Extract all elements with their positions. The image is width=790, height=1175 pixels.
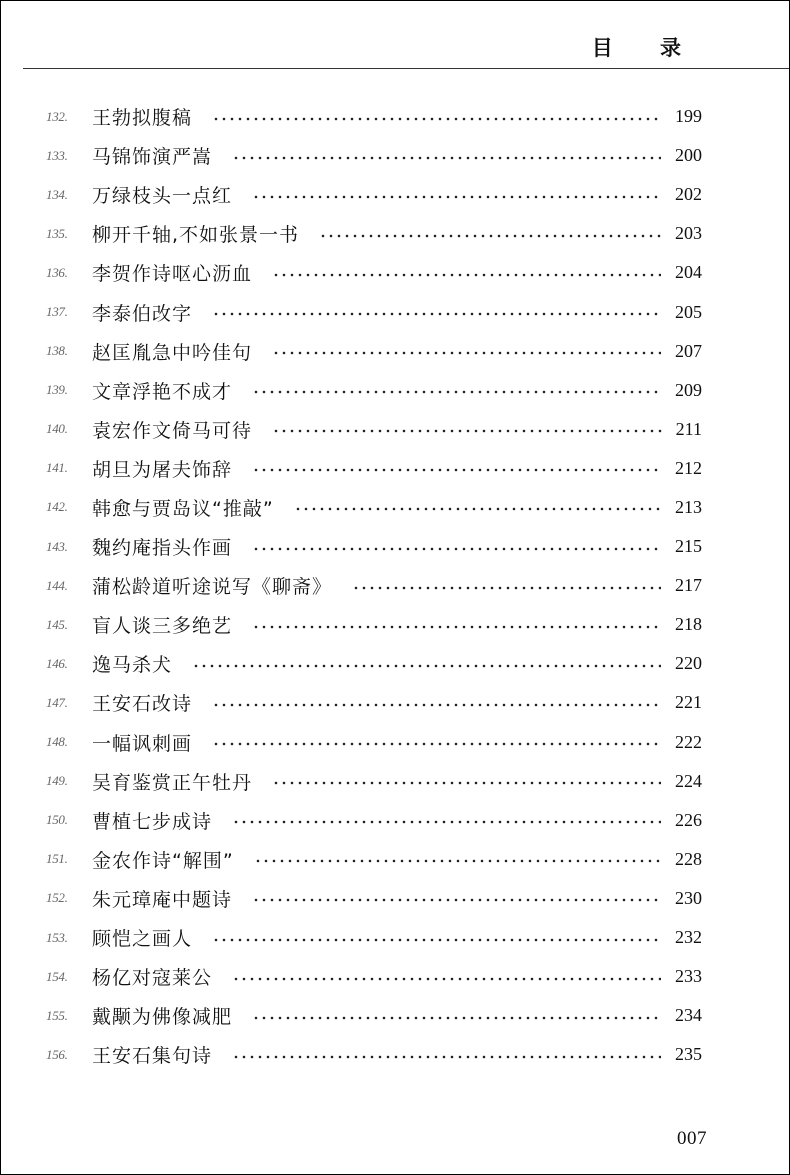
entry-title: 王安石集句诗: [92, 1045, 213, 1068]
dot-leader: [232, 156, 661, 160]
dot-leader: [272, 273, 661, 277]
entry-number: 148.: [46, 734, 68, 750]
entry-title: 马锦饰演严嵩: [92, 146, 213, 169]
entry-page-number: 233: [675, 966, 702, 987]
toc-entry[interactable]: [46, 136, 702, 175]
entry-title: 王安石改诗: [92, 693, 193, 716]
entry-number: 137.: [46, 304, 68, 320]
entry-number: 143.: [46, 538, 68, 554]
entry-number: 142.: [46, 499, 68, 515]
dot-leader: [212, 312, 661, 316]
dot-leader: [294, 507, 661, 511]
toc-entry[interactable]: [46, 801, 702, 840]
entry-title: 金农作诗“解围”: [92, 849, 234, 872]
entry-title: 魏约庵指头作画: [92, 537, 233, 560]
entry-number: 152.: [46, 890, 68, 906]
entry-number: 135.: [46, 225, 68, 241]
toc-entry[interactable]: [46, 175, 702, 214]
toc-entry[interactable]: [46, 605, 702, 644]
entry-title: 盲人谈三多绝艺: [92, 615, 233, 638]
toc-entry[interactable]: [46, 253, 702, 292]
entry-page-number: 220: [675, 653, 702, 674]
entry-title: 朱元璋庵中题诗: [92, 888, 233, 911]
entry-title: 曹植七步成诗: [92, 810, 213, 833]
table-of-contents: [46, 97, 702, 1074]
entry-number: 136.: [46, 264, 68, 280]
entry-title: 戴颙为佛像减肥: [92, 1006, 233, 1029]
dot-leader: [352, 586, 661, 590]
toc-entry[interactable]: [46, 1035, 702, 1074]
dot-leader: [212, 117, 661, 121]
entry-title: 柳开千轴,不如张景一书: [92, 224, 300, 247]
entry-number: 147.: [46, 694, 68, 710]
entry-number: 150.: [46, 812, 68, 828]
toc-entry[interactable]: [46, 410, 702, 449]
entry-title: 蒲松龄道听途说写《聊斋》: [92, 576, 333, 599]
entry-page-number: 232: [675, 927, 702, 948]
entry-page-number: 211: [675, 418, 702, 439]
entry-title: 逸马杀犬: [92, 654, 173, 677]
entry-number: 146.: [46, 655, 68, 671]
entry-title: 李贺作诗呕心沥血: [92, 263, 253, 286]
dot-leader: [272, 429, 662, 433]
toc-entry[interactable]: [46, 762, 702, 801]
entry-number: 140.: [46, 421, 68, 437]
toc-entry[interactable]: [46, 566, 702, 605]
toc-entry[interactable]: [46, 879, 702, 918]
header-rule: [23, 68, 789, 69]
entry-page-number: 221: [675, 692, 702, 713]
toc-entry[interactable]: [46, 644, 702, 683]
dot-leader: [319, 234, 661, 238]
toc-entry[interactable]: [46, 683, 702, 722]
entry-title: 赵匡胤急中吟佳句: [92, 341, 253, 364]
entry-page-number: 230: [675, 887, 702, 908]
toc-entry[interactable]: [46, 332, 702, 371]
entry-page-number: 204: [675, 262, 702, 283]
entry-number: 141.: [46, 460, 68, 476]
entry-page-number: 205: [675, 301, 702, 322]
page-number: 007: [677, 1128, 707, 1149]
entry-page-number: 218: [675, 614, 702, 635]
entry-page-number: 200: [675, 145, 702, 166]
entry-title: 韩愈与贾岛议“推敲”: [92, 497, 274, 520]
toc-entry[interactable]: [46, 723, 702, 762]
entry-title: 杨亿对寇莱公: [92, 967, 213, 990]
entry-title: 一幅讽刺画: [92, 732, 193, 755]
entry-number: 144.: [46, 577, 68, 593]
dot-leader: [252, 468, 661, 472]
entry-title: 顾恺之画人: [92, 928, 193, 951]
entry-page-number: 222: [675, 731, 702, 752]
entry-page-number: 224: [675, 770, 702, 791]
toc-entry[interactable]: [46, 97, 702, 136]
entry-number: 139.: [46, 382, 68, 398]
toc-entry[interactable]: [46, 214, 702, 253]
dot-leader: [212, 938, 661, 942]
toc-entry[interactable]: [46, 996, 702, 1035]
dot-leader: [252, 547, 661, 551]
entry-number: 151.: [46, 851, 68, 867]
entry-number: 132.: [46, 108, 68, 124]
toc-entry[interactable]: [46, 292, 702, 331]
dot-leader: [252, 195, 661, 199]
entry-title: 吴育鉴赏正午牡丹: [92, 771, 253, 794]
entry-page-number: 217: [675, 575, 702, 596]
entry-number: 154.: [46, 968, 68, 984]
dot-leader: [272, 781, 661, 785]
entry-number: 133.: [46, 147, 68, 163]
entry-number: 156.: [46, 1046, 68, 1062]
dot-leader: [252, 898, 661, 902]
page-title: 目 录: [591, 36, 701, 60]
entry-number: 155.: [46, 1007, 68, 1023]
entry-number: 134.: [46, 186, 68, 202]
entry-page-number: 207: [675, 340, 702, 361]
entry-page-number: 215: [675, 536, 702, 557]
entry-number: 153.: [46, 929, 68, 945]
toc-entry[interactable]: [46, 527, 702, 566]
entry-title: 文章浮艳不成才: [92, 380, 233, 403]
entry-page-number: 234: [675, 1005, 702, 1026]
toc-entry[interactable]: [46, 957, 702, 996]
toc-entry[interactable]: [46, 488, 702, 527]
dot-leader: [212, 703, 661, 707]
toc-entry[interactable]: [46, 371, 702, 410]
entry-page-number: 202: [675, 184, 702, 205]
toc-entry[interactable]: [46, 840, 702, 879]
dot-leader: [252, 390, 661, 394]
entry-title: 王勃拟腹稿: [92, 107, 193, 130]
toc-entry[interactable]: [46, 449, 702, 488]
entry-page-number: 226: [675, 809, 702, 830]
dot-leader: [232, 820, 661, 824]
dot-leader: [252, 1016, 661, 1020]
dot-leader: [232, 977, 661, 981]
toc-entry[interactable]: [46, 918, 702, 957]
entry-page-number: 228: [675, 848, 702, 869]
entry-title: 胡旦为屠夫饰辞: [92, 458, 233, 481]
entry-title: 李泰伯改字: [92, 302, 193, 325]
dot-leader: [232, 1055, 661, 1059]
entry-page-number: 203: [675, 223, 702, 244]
entry-page-number: 235: [675, 1044, 702, 1065]
dot-leader: [252, 625, 661, 629]
entry-title: 袁宏作文倚马可待: [92, 419, 253, 442]
entry-page-number: 213: [675, 496, 702, 517]
entry-number: 149.: [46, 773, 68, 789]
entry-number: 145.: [46, 616, 68, 632]
entry-page-number: 212: [675, 457, 702, 478]
entry-number: 138.: [46, 343, 68, 359]
dot-leader: [254, 859, 661, 863]
entry-page-number: 209: [675, 379, 702, 400]
dot-leader: [192, 664, 661, 668]
dot-leader: [272, 351, 661, 355]
entry-page-number: 199: [675, 106, 702, 127]
entry-title: 万绿枝头一点红: [92, 185, 233, 208]
dot-leader: [212, 742, 661, 746]
